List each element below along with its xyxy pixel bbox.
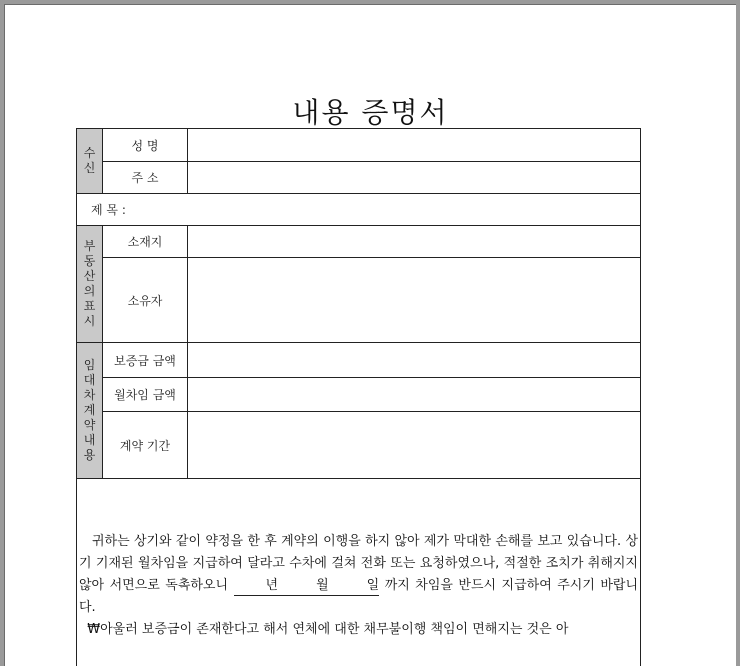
name-label: 성 명 [131, 138, 159, 153]
location-field[interactable] [188, 226, 640, 257]
name-field[interactable] [188, 129, 640, 161]
certification-form [76, 128, 641, 666]
term-field[interactable] [188, 412, 640, 478]
body-paragraph-1: 귀하는 상기와 같이 약정을 한 후 계약의 이행을 하지 않아 제가 막대한 손해를 보고 있습니다. 상기 기재된 월차임을 지급하여 달라고 수차에 걸쳐 전화 또는 요청하였으나, 적절한 조치가 취해지지 않아 서면으로 독촉하오니 년 월 일 까지 차임을 반드시 지급하여 주시기 바랍니다. [79, 534, 639, 615]
page-title: 내용 증명서 [292, 96, 449, 129]
monthly-rent-field[interactable] [188, 378, 640, 411]
body-paragraph-2: ₩아울러 보증금이 존재한다고 해서 연체에 대한 채무불이행 책임이 면해지는 것은 아 [87, 622, 569, 637]
deposit-field[interactable] [188, 343, 640, 377]
location-label: 소재지 [127, 235, 163, 249]
recipient-group-label: 수 신 [77, 129, 102, 193]
document-page [4, 4, 736, 666]
owner-field[interactable] [188, 258, 640, 342]
lease-group-label: 임 대 차 계 약 내 용 [77, 343, 102, 478]
address-label: 주 소 [131, 171, 159, 185]
monthly-rent-label: 월차임 금액 [114, 388, 176, 402]
property-group-label: 부 동 산 의 표 시 [77, 226, 102, 342]
owner-label: 소유자 [127, 293, 163, 308]
address-field[interactable] [188, 162, 640, 193]
letter-body [79, 531, 638, 641]
due-date-blank[interactable]: 년 월 일 [234, 577, 380, 596]
subject-label: 제 목 : [91, 203, 126, 217]
term-label: 계약 기간 [119, 438, 171, 453]
deposit-label: 보증금 금액 [114, 353, 176, 368]
